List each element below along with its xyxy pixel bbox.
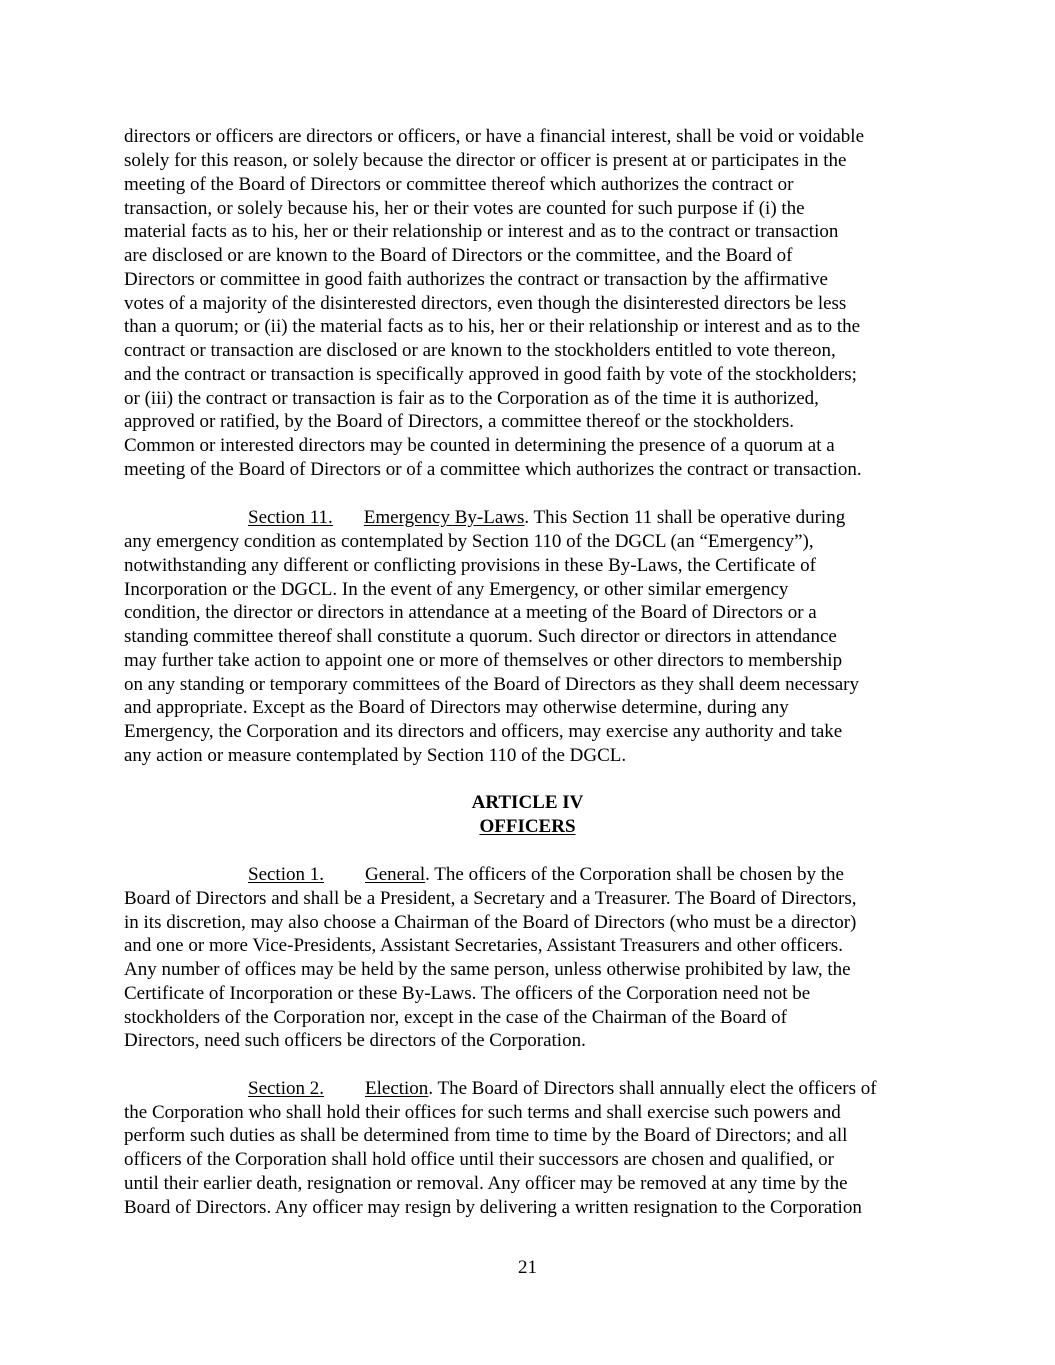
text-line: Emergency, the Corporation and its directors and officers, may exercise any authority and take — [124, 721, 843, 742]
section-text: . This Section 11 shall be operative during — [524, 507, 846, 528]
text-line: on any standing or temporary committees of the Board of Directors as they shall deem necessary — [124, 674, 859, 695]
text-line: until their earlier death, resignation or removal. Any officer may be removed at any time by the — [124, 1173, 848, 1194]
text-line: Board of Directors and shall be a President, a Secretary and a Treasurer. The Board of Directors, — [124, 888, 857, 909]
text-line: standing committee thereof shall constitute a quorum. Such director or directors in attendance — [124, 626, 837, 647]
section-text: . The Board of Directors shall annually elect the officers of — [428, 1078, 877, 1099]
article-subheading — [0, 815, 1055, 839]
text-line: meeting of the Board of Directors or committee thereof which authorizes the contract or — [124, 174, 794, 195]
text-line: Incorporation or the DGCL. In the event of any Emergency, or other similar emergency — [124, 579, 789, 600]
section-title: Emergency By-Laws — [363, 507, 525, 528]
text-line: any action or measure contemplated by Section 110 of the DGCL. — [124, 745, 627, 766]
text-line: Directors or committee in good faith authorizes the contract or transaction by the affirmative — [124, 269, 828, 290]
section-title: General — [365, 864, 426, 885]
page-number: 21 — [518, 1257, 537, 1278]
section-heading-line — [248, 506, 845, 530]
text-line: meeting of the Board of Directors or of a committee which authorizes the contract or transaction. — [124, 459, 862, 480]
text-line: the Corporation who shall hold their offices for such terms and shall exercise such powers and — [124, 1102, 841, 1123]
text-line: and the contract or transaction is specifically approved in good faith by vote of the stockholders; — [124, 364, 857, 385]
text-line: and one or more Vice-Presidents, Assistant Secretaries, Assistant Treasurers and other officers. — [124, 935, 843, 956]
text-line: stockholders of the Corporation nor, except in the case of the Chairman of the Board of — [124, 1007, 787, 1028]
text-line: Any number of offices may be held by the same person, unless otherwise prohibited by law, the — [124, 959, 851, 980]
text-line: Certificate of Incorporation or these By-Laws. The officers of the Corporation need not be — [124, 983, 811, 1004]
section-number: Section 11. — [248, 507, 333, 528]
text-line: Board of Directors. Any officer may resign by delivering a written resignation to the Corporation — [124, 1197, 862, 1218]
text-line: notwithstanding any different or conflicting provisions in these By-Laws, the Certificate of — [124, 555, 816, 576]
text-line: material facts as to his, her or their relationship or interest and as to the contract or transaction — [124, 221, 839, 242]
text-line: directors or officers are directors or officers, or have a financial interest, shall be void or voidable — [124, 126, 865, 147]
text-line: condition, the director or directors in attendance at a meeting of the Board of Directors or a — [124, 602, 817, 623]
text-line: than a quorum; or (ii) the material facts as to his, her or their relationship or interest and as to the — [124, 316, 861, 337]
text-line: solely for this reason, or solely because the director or officer is present at or participates in the — [124, 150, 847, 171]
article-heading: ARTICLE IV — [471, 792, 584, 813]
text-line: may further take action to appoint one or more of themselves or other directors to membership — [124, 650, 843, 671]
text-line: Directors, need such officers be directors of the Corporation. — [124, 1030, 586, 1051]
section-number: Section 2. — [248, 1078, 324, 1099]
text-line: perform such duties as shall be determined from time to time by the Board of Directors; and all — [124, 1125, 848, 1146]
text-line: any emergency condition as contemplated by Section 110 of the DGCL (an “Emergency”), — [124, 531, 814, 552]
text-line: are disclosed or are known to the Board of Directors or the committee, and the Board of — [124, 245, 793, 266]
section-heading-line — [248, 1077, 877, 1101]
text-line: officers of the Corporation shall hold office until their successors are chosen and qualified, or — [124, 1149, 835, 1170]
section-number: Section 1. — [248, 864, 324, 885]
text-line: approved or ratified, by the Board of Directors, a committee thereof or the stockholders. — [124, 411, 795, 432]
text-line: contract or transaction are disclosed or are known to the stockholders entitled to vote thereon, — [124, 340, 836, 361]
section-text: . The officers of the Corporation shall be chosen by the — [425, 864, 844, 885]
text-line: and appropriate. Except as the Board of Directors may otherwise determine, during any — [124, 697, 789, 718]
text-line: votes of a majority of the disinterested directors, even though the disinterested directors be less — [124, 293, 847, 314]
section-heading-line — [248, 863, 844, 887]
section-title: Election — [365, 1078, 429, 1099]
text-line: or (iii) the contract or transaction is fair as to the Corporation as of the time it is authorized, — [124, 388, 819, 409]
text-line: Common or interested directors may be counted in determining the presence of a quorum at a — [124, 435, 835, 456]
article-subheading-text: OFFICERS — [479, 816, 576, 837]
text-line: transaction, or solely because his, her or their votes are counted for such purpose if (i) the — [124, 198, 805, 219]
text-line: in its discretion, may also choose a Chairman of the Board of Directors (who must be a director) — [124, 912, 857, 933]
